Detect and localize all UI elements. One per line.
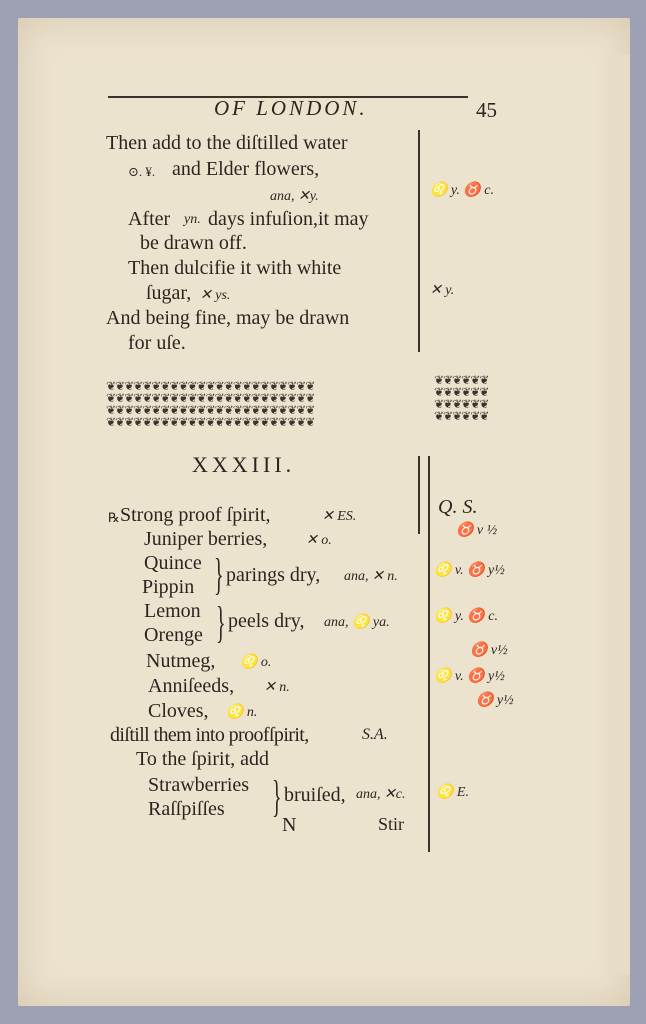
ingredient: Cloves, [148,700,209,722]
paper-edge [608,55,630,975]
column-rule-mid [418,456,420,534]
instruction: S.A. [362,726,388,743]
instruction: To the ſpirit, add [136,748,270,770]
margin-note: ♌ v. ♉ y½ [434,669,505,684]
quantity: ✕ ES. [322,509,357,524]
ingredient: Strong proof ſpirit, [120,504,271,526]
ornament-side-icon: ❦❦❦❦❦❦ ❦❦❦❦❦❦ ❦❦❦❦❦❦ ❦❦❦❦❦❦ [434,374,489,422]
text-line: and Elder flowers, [172,158,320,180]
catchword: Stir [378,814,405,834]
text-line: ana, ✕y. [270,189,319,204]
running-title: OF LONDON. [214,96,368,120]
text-line: days infuſion,it may [208,208,369,230]
margin-note: ♌ v. ♉ y½ [434,563,505,578]
text-line: for uſe. [128,332,186,354]
quantity: ♌ n. [226,705,258,720]
margin-note: Q. S. [438,496,478,518]
margin-note: ♉ y½ [476,693,514,708]
column-rule-top [418,130,420,352]
ingredient: Raſſpiſſes [148,798,225,820]
quantity: ana, ♌ ya. [324,615,390,630]
column-rule-bottom [428,456,430,852]
text-line: ✕ ys. [200,288,231,303]
margin-note: ♉ v ½ [456,523,498,538]
catchword-n: N [282,814,297,836]
ingredient: Anniſeeds, [148,675,235,697]
margin-note: ♉ v½ [470,643,508,658]
ingredient: parings dry, [226,564,321,586]
quantity: ana, ✕c. [356,787,406,802]
ingredient: bruiſed, [284,784,346,806]
text-line: Then dulcifie it with white [128,257,342,279]
margin-note: ♌ y. ♉ c. [430,183,495,198]
ingredient: Strawberries [148,774,250,796]
quantity: ✕ n. [264,680,290,695]
text-line: Then add to the diſtilled water [106,132,348,154]
margin-note: ✕ y. [430,283,455,298]
recipe-mark: ℞ [108,510,120,525]
brace-icon: } [214,550,224,599]
ingredient: Nutmeg, [146,650,216,672]
ingredient: Orenge [144,624,203,646]
margin-note: ♌ E. [436,785,469,800]
brace-icon: } [216,598,226,647]
text-line: ſugar, [146,282,192,304]
quantity: ✕ o. [306,533,332,548]
brace-icon: } [272,772,282,821]
section-heading: XXXIII. [192,452,296,477]
ingredient: Juniper berries, [144,528,268,550]
quantity: ♌ o. [240,655,272,670]
ingredient: peels dry, [228,610,305,632]
margin-note: ♌ y. ♉ c. [434,609,499,624]
ingredient: Quince [144,552,202,574]
text-line: be drawn off. [140,232,247,254]
text-line: yn. [184,212,201,227]
ingredient: Lemon [144,600,201,622]
instruction: diſtill them into proofſpirit, [110,724,309,746]
symbol: ⊙. ¥. [128,164,156,179]
ingredient: Pippin [142,576,195,598]
page-number: 45 [476,98,497,122]
text-line: After [128,208,171,230]
ornament-band-icon: ❦❦❦❦❦❦❦❦❦❦❦❦❦❦❦❦❦❦❦❦❦❦❦ ❦❦❦❦❦❦❦❦❦❦❦❦❦❦❦❦❦❦❦❦❦❦❦ ❦❦❦❦❦❦❦❦❦❦❦❦❦❦❦❦❦❦❦❦❦❦❦ ❦❦❦❦❦❦❦❦❦❦❦❦❦❦❦❦❦❦❦❦❦❦❦ [106,380,315,428]
quantity: ana, ✕ n. [344,569,398,584]
text-line: And being fine, may be drawn [106,307,350,329]
